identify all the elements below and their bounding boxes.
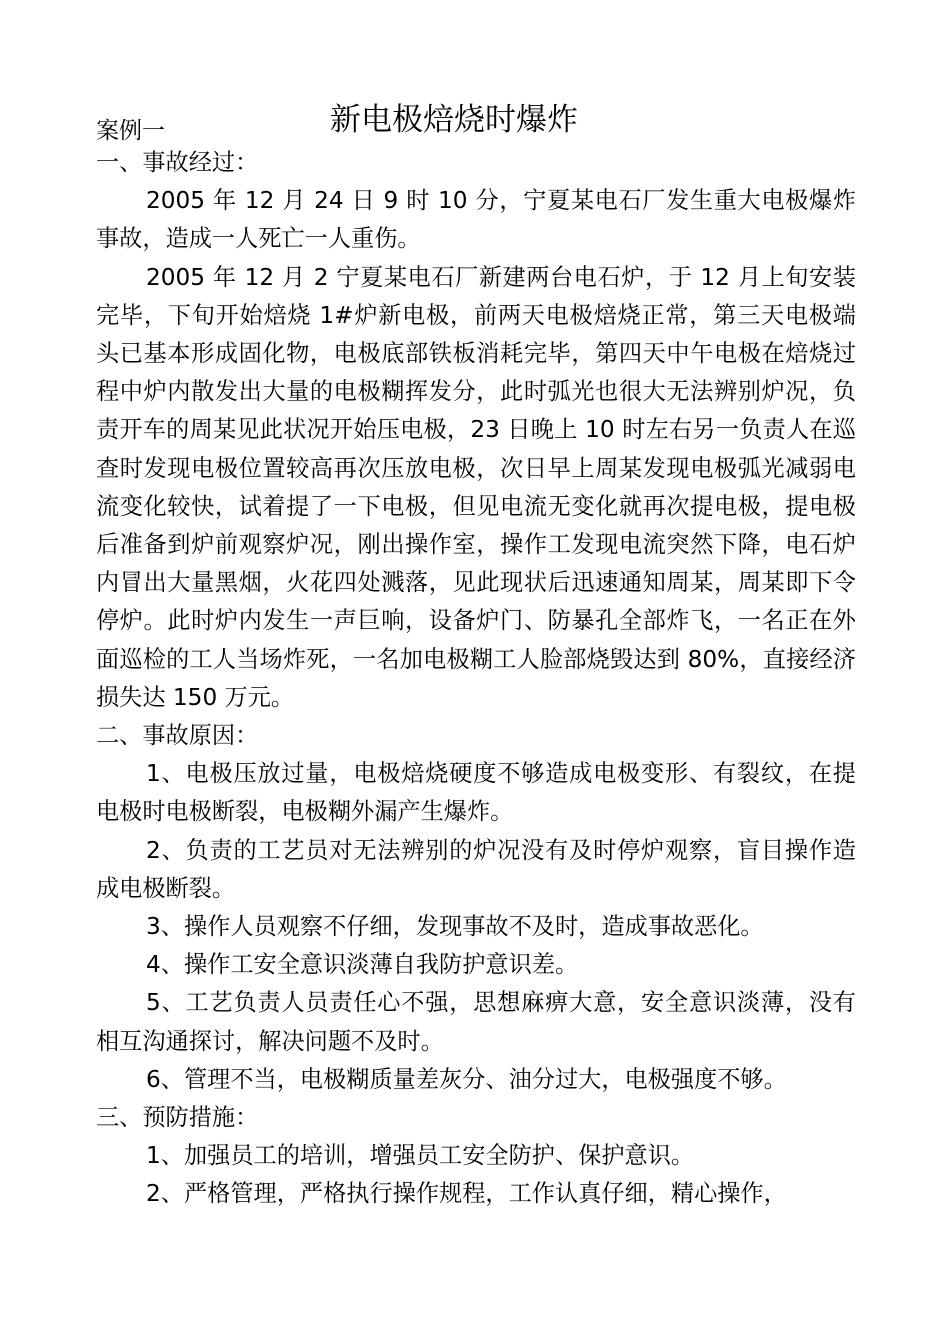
prevention-item-2: 2、严格管理，严格执行操作规程，工作认真仔细，精心操作，	[146, 1180, 787, 1208]
cause-item-5: 5、工艺负责人员责任心不强，思想麻痹大意，安全意识淡薄，没有相互沟通探讨，解决问题不及时。	[96, 989, 856, 1055]
paragraph-incident-detail: 2005 年 12 月 2 宁夏某电石厂新建两台电石炉，于 12 月上旬安装完毕，下旬开始焙烧 1#炉新电极，前两天电极焙烧正常，第三天电极端头已基本形成固化物，电极底部铁板消耗完毕，第四天中午电极在焙烧过程中炉内散发出大量的电极糊挥发分，此时弧光也很大无法辨别炉况，负责开车的周某见此状况开始压电极，23 日晚上 10 时左右另一负责人在巡查时发现电极位置较高再次压放电极，次日早上周某发现电极弧光减弱电流变化较快，试着提了一下电极，但见电流无变化就再次提电极，提电极后准备到炉前观察炉况，刚出操作室，操作工发现电流突然下降，电石炉内冒出大量黑烟，火花四处溅落，见此现状后迅速通知周某，周某即下令停炉。此时炉内发生一声巨响，设备炉门、防暴孔全部炸飞，一名正在外面巡检的工人当场炸死，一名加电极糊工人脸部烧毁达到 80%，直接经济损失达 150 万元。	[96, 263, 856, 711]
cause-item-4: 4、操作工安全意识淡薄自我防护意识差。	[146, 951, 579, 979]
prevention-item-1: 1、加强员工的培训，增强员工安全防护、保护意识。	[146, 1142, 695, 1170]
section-heading-prevention: 三、预防措施：	[96, 1104, 259, 1132]
cause-item-2: 2、负责的工艺员对无法辨别的炉况没有及时停炉观察，盲目操作造成电极断裂。	[96, 836, 856, 902]
cause-item-1: 1、电极压放过量，电极焙烧硬度不够造成电极变形、有裂纹，在提电极时电极断裂，电极糊外漏产生爆炸。	[96, 760, 856, 826]
document-body	[96, 144, 856, 1214]
section-heading-causes: 二、事故原因：	[96, 722, 259, 750]
case-label: 案例一	[96, 118, 165, 144]
paragraph-incident-summary: 2005 年 12 月 24 日 9 时 10 分，宁夏某电石厂发生重大电极爆炸事故，造成一人死亡一人重伤。	[96, 187, 856, 253]
section-heading-process: 一、事故经过：	[96, 149, 259, 176]
cause-item-3: 3、操作人员观察不仔细，发现事故不及时，造成事故恶化。	[146, 913, 764, 941]
cause-item-6: 6、管理不当，电极糊质量差灰分、油分过大，电极强度不够。	[146, 1065, 787, 1093]
page-title: 新电极焙烧时爆炸	[330, 102, 578, 138]
